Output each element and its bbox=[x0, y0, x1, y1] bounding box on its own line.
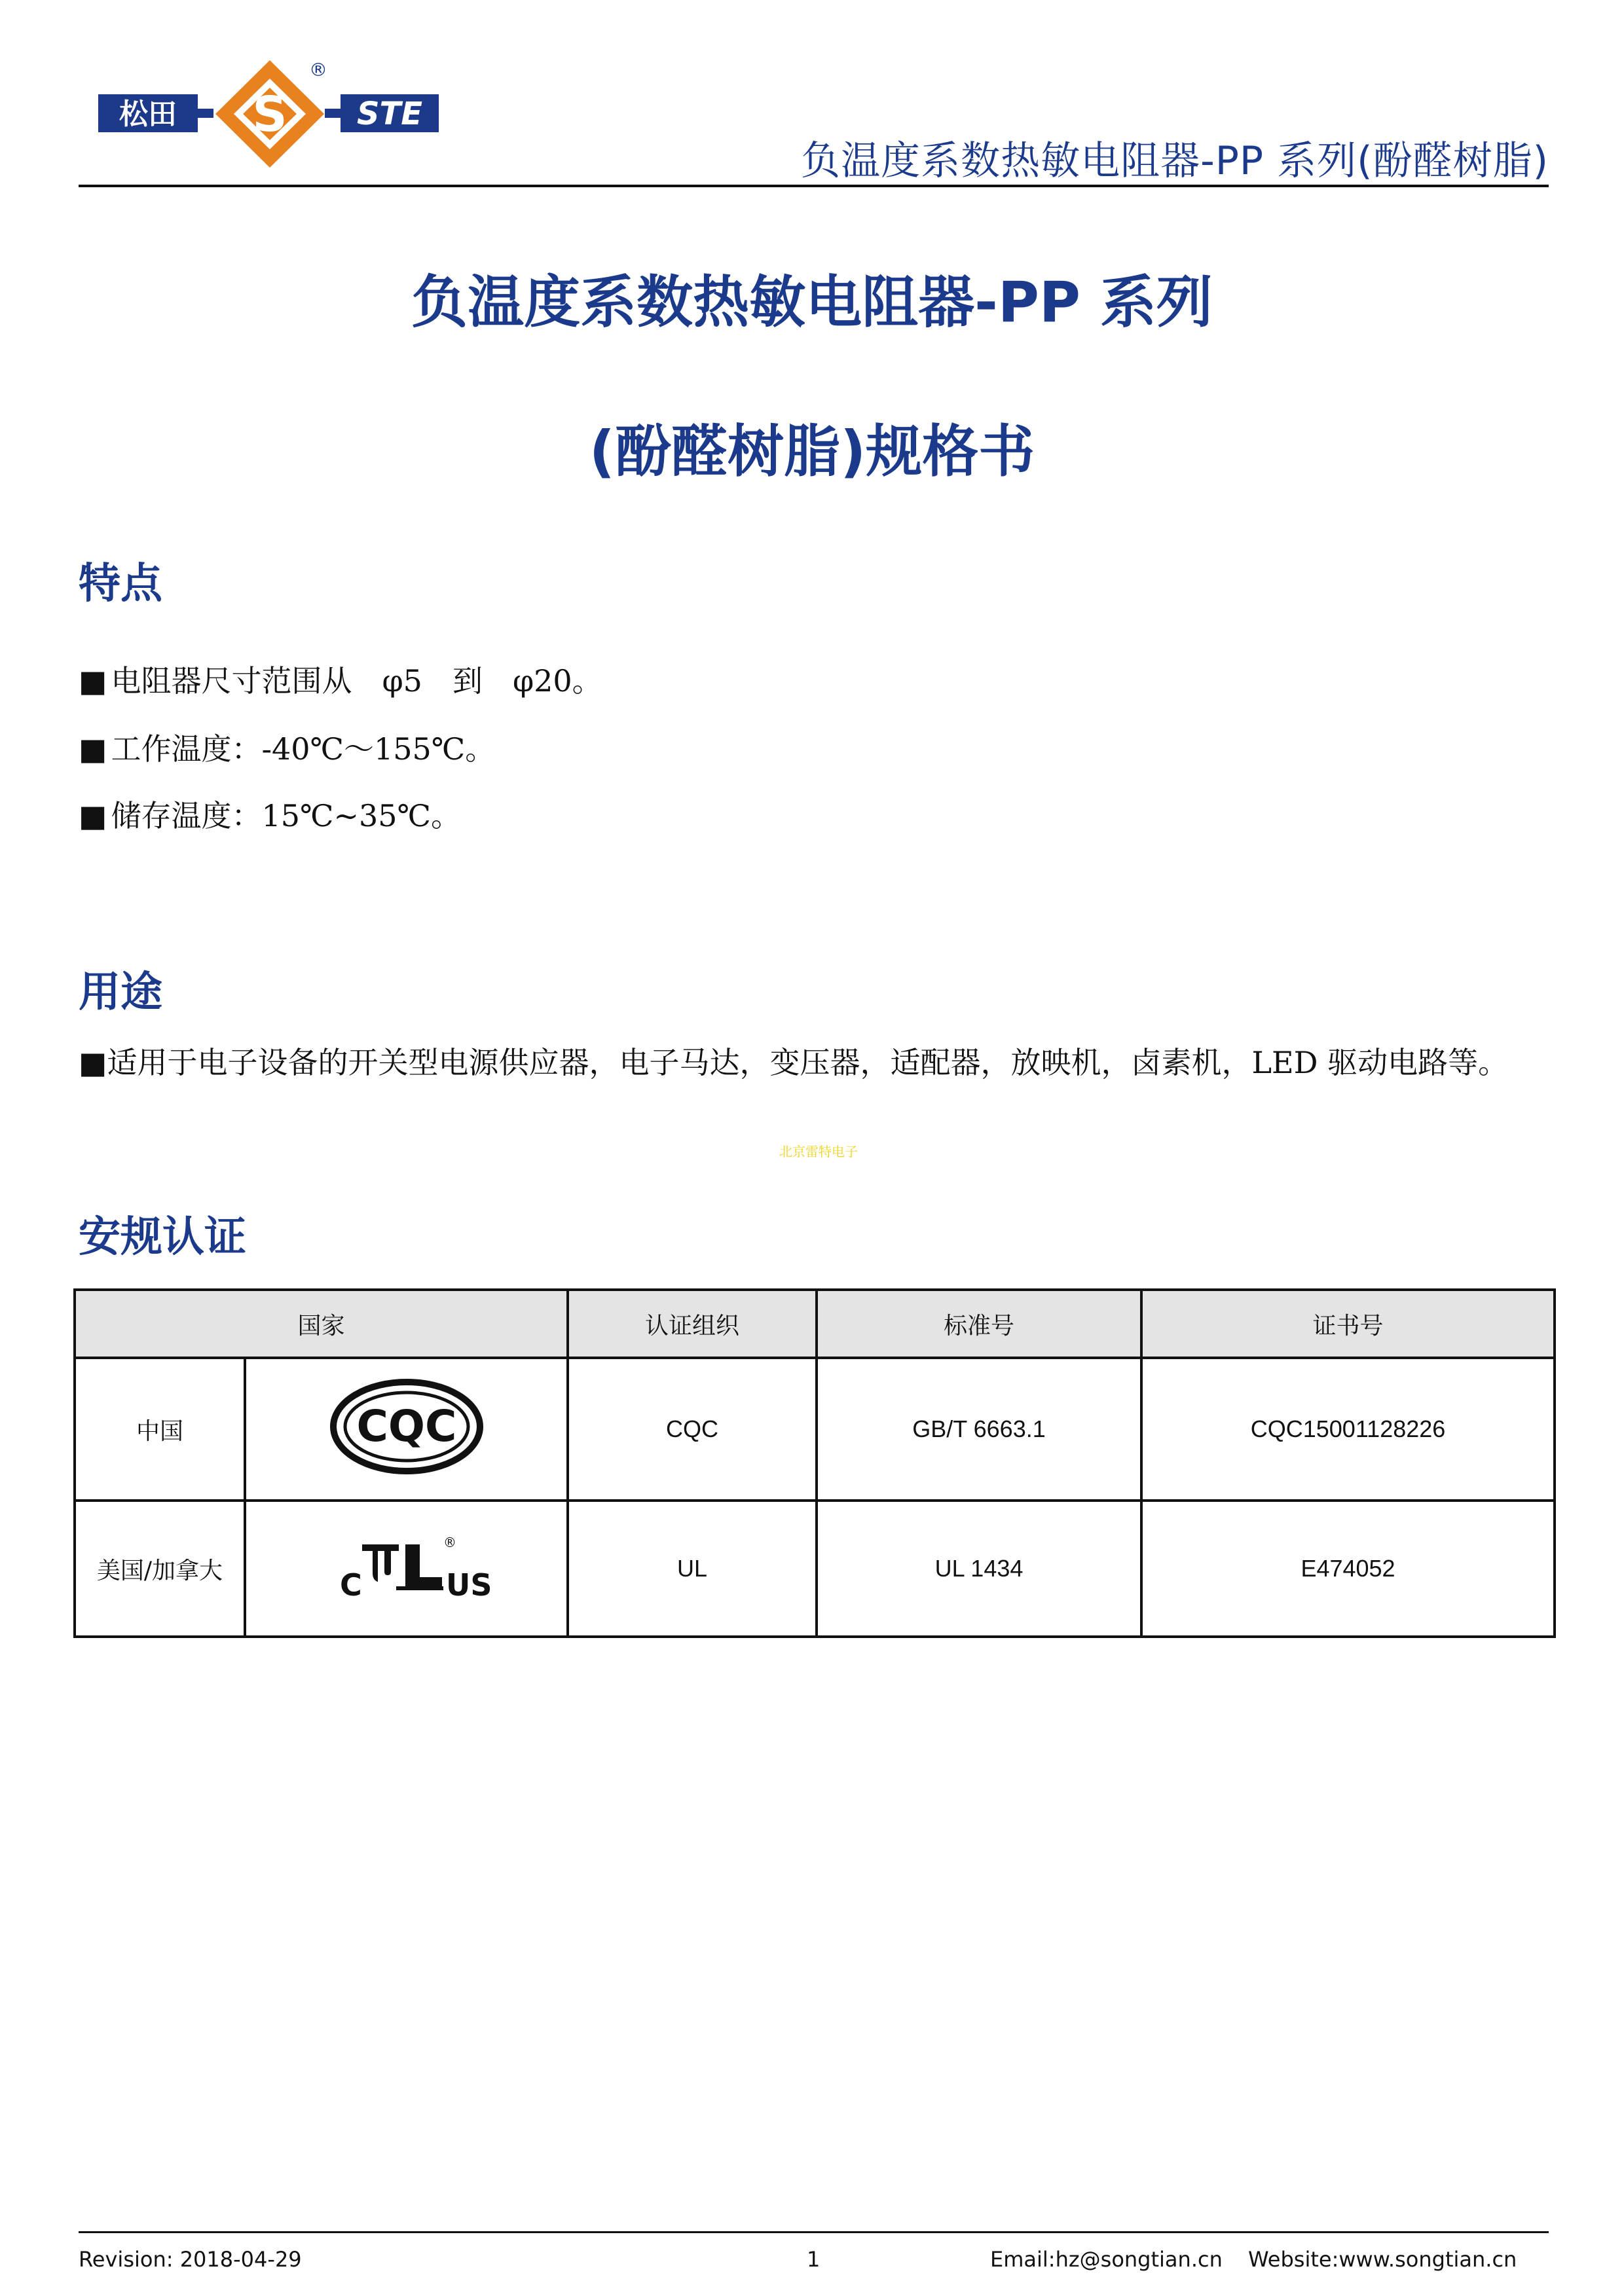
org-cell: CQC bbox=[568, 1358, 817, 1501]
cqc-logo-cell bbox=[245, 1358, 568, 1501]
feature-item bbox=[79, 657, 602, 701]
column-header-org: 认证组织 bbox=[568, 1290, 817, 1358]
feature-text: 工作温度：-40℃～155℃。 bbox=[111, 731, 496, 767]
org-cell: UL bbox=[568, 1501, 817, 1637]
features-heading: 特点 bbox=[79, 560, 162, 608]
certificate-cell: E474052 bbox=[1141, 1501, 1555, 1637]
footer-website: Website:www.songtian.cn bbox=[1248, 2247, 1517, 2272]
footer-email: Email:hz@songtian.cn bbox=[990, 2247, 1223, 2272]
certification-table bbox=[73, 1288, 1556, 1638]
bullet-icon: ■ bbox=[79, 663, 107, 699]
feature-item bbox=[79, 725, 495, 769]
certification-heading: 安规认证 bbox=[79, 1213, 246, 1262]
cqc-logo-text: CQC bbox=[356, 1400, 456, 1451]
table-header-row bbox=[75, 1290, 1555, 1358]
feature-item bbox=[79, 792, 461, 835]
standard-cell: UL 1434 bbox=[817, 1501, 1141, 1637]
ul-logo-cell bbox=[245, 1501, 568, 1637]
footer-page-number: 1 bbox=[807, 2247, 821, 2272]
watermark-text: 北京雷特电子 bbox=[779, 1144, 858, 1159]
column-header-country: 国家 bbox=[75, 1290, 568, 1358]
logo-registered-mark: ® bbox=[309, 59, 327, 81]
footer-revision: Revision: 2018-04-29 bbox=[79, 2247, 302, 2272]
logo-left-text: 松田 bbox=[119, 98, 177, 131]
company-logo bbox=[98, 54, 445, 178]
bullet-icon: ■ bbox=[79, 798, 107, 833]
country-cell: 美国/加拿大 bbox=[75, 1501, 245, 1637]
usage-heading: 用途 bbox=[79, 968, 162, 1017]
table-row bbox=[75, 1358, 1555, 1501]
country-cell: 中国 bbox=[75, 1358, 245, 1501]
header-rule bbox=[79, 185, 1549, 187]
logo-mark-letter: S bbox=[252, 86, 287, 143]
certificate-cell: CQC15001128226 bbox=[1141, 1358, 1555, 1501]
header-title: 负温度系数热敏电阻器-PP 系列(酚醛树脂) bbox=[801, 138, 1549, 184]
cqc-logo-icon bbox=[328, 1377, 485, 1476]
bullet-icon: ■ bbox=[79, 731, 107, 767]
ul-us-letters: US bbox=[445, 1567, 492, 1603]
usage-text: ■适用于电子设备的开关型电源供应器，电子马达，变压器，适配器，放映机，卤素机，LED 驱动电路等。 bbox=[79, 1045, 1509, 1080]
feature-text: 储存温度：15℃~35℃。 bbox=[111, 798, 461, 833]
standard-cell: GB/T 6663.1 bbox=[817, 1358, 1141, 1501]
column-header-standard: 标准号 bbox=[817, 1290, 1141, 1358]
logo-right-text: STE bbox=[356, 96, 423, 132]
feature-text: 电阻器尺寸范围从 φ5 到 φ20。 bbox=[111, 663, 602, 699]
footer-rule bbox=[79, 2231, 1549, 2233]
column-header-certificate: 证书号 bbox=[1141, 1290, 1555, 1358]
ul-c-letter: C bbox=[339, 1567, 362, 1603]
document-title-line1: 负温度系数热敏电阻器-PP 系列 bbox=[411, 270, 1213, 335]
ul-registered-mark: ® bbox=[443, 1534, 456, 1550]
ul-logo-icon bbox=[328, 1530, 492, 1603]
table-row bbox=[75, 1501, 1555, 1637]
document-title-line2: (酚醛树脂)规格书 bbox=[589, 419, 1035, 484]
